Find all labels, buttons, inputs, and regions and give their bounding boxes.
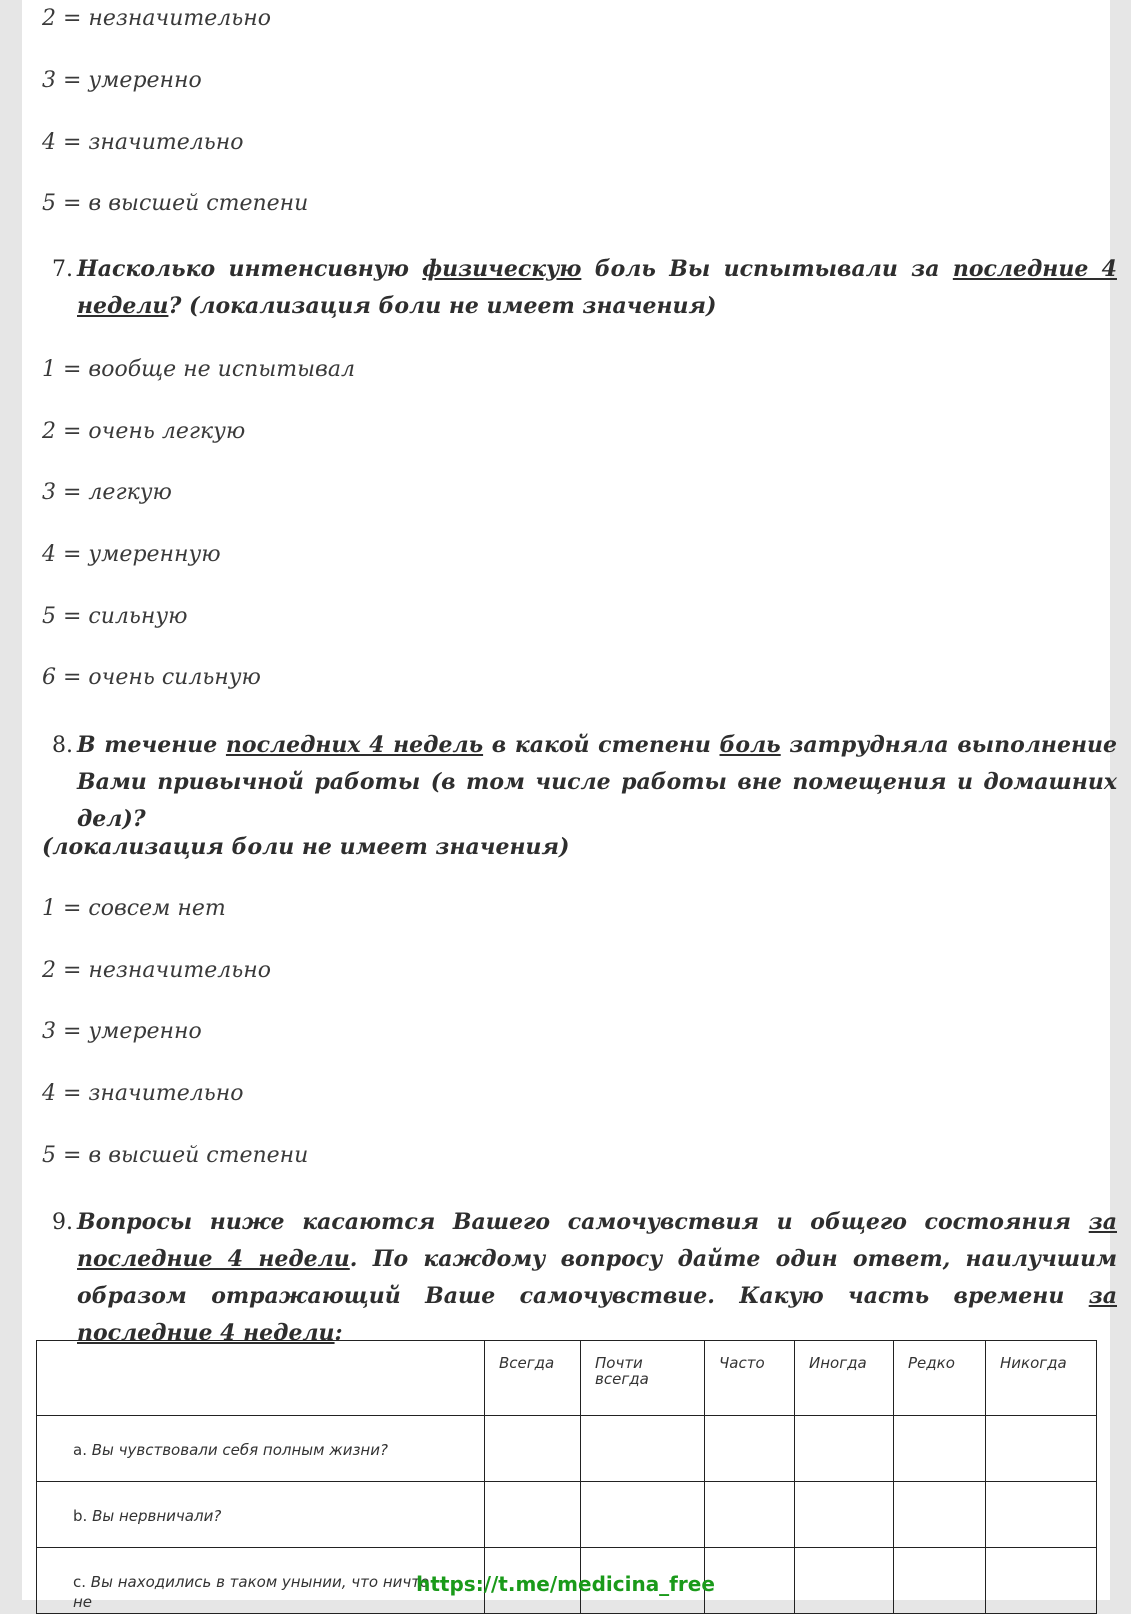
q8-option-5: 5 = в высшей степени: [42, 1143, 309, 1168]
question-8-note: (локализация боли не имеет значения): [42, 834, 570, 860]
question-8-text-1: В течение: [77, 732, 226, 758]
table-header-sometimes: Иногда: [795, 1341, 894, 1416]
row-text: Вы находились в таком унынии, что ничто не: [73, 1573, 430, 1611]
question-7-number: 7.: [52, 257, 73, 282]
q7-option-1: 1 = вообще не испытывал: [42, 357, 355, 382]
q7-option-3: 3 = легкую: [42, 480, 172, 505]
row-letter: a.: [73, 1441, 87, 1459]
q7-option-2: 2 = очень легкую: [42, 419, 246, 444]
question-9-underline-2: за последние 4 недели: [77, 1283, 1117, 1346]
answer-cell[interactable]: [986, 1416, 1097, 1482]
answer-cell[interactable]: [894, 1416, 986, 1482]
table-header-blank: [37, 1341, 485, 1416]
question-7-underline-2: последние 4 недели: [77, 256, 1117, 319]
answer-cell[interactable]: [705, 1416, 795, 1482]
table-header-row: [37, 1341, 1097, 1416]
watermark-link[interactable]: https://t.me/medicina_free: [416, 1572, 715, 1596]
document-page: [22, 0, 1117, 1611]
question-7-text-2: боль Вы испытывали за: [581, 256, 953, 282]
row-label: [37, 1416, 485, 1482]
question-9-text-1: Вопросы ниже касаются Вашего самочувствия и общего состояния: [77, 1209, 1089, 1235]
table-header-often: Часто: [705, 1341, 795, 1416]
q8-option-3: 3 = умеренно: [42, 1019, 202, 1044]
q6-option-3: 3 = умеренно: [42, 68, 202, 93]
question-7-underline-1: физическую: [422, 256, 582, 282]
table-header-rarely: Редко: [894, 1341, 986, 1416]
row-letter: c.: [73, 1573, 87, 1591]
q7-option-6: 6 = очень сильную: [42, 665, 261, 690]
q6-option-2: 2 = незначительно: [42, 6, 271, 31]
question-7: [52, 251, 1117, 325]
table-row: [37, 1482, 1097, 1548]
answer-cell[interactable]: [485, 1416, 581, 1482]
table-header-never: Никогда: [986, 1341, 1097, 1416]
question-8: [52, 727, 1117, 838]
question-8-text-2: в какой степени: [483, 732, 720, 758]
row-text: Вы нервничали?: [92, 1507, 222, 1525]
question-8-underline-2: боль: [719, 732, 781, 758]
table-header-almost-always: Почти всегда: [581, 1341, 705, 1416]
answer-cell[interactable]: [795, 1482, 894, 1548]
row-label: [37, 1482, 485, 1548]
question-7-text-3: ? (локализация боли не имеет значения): [168, 293, 717, 319]
table-row: [37, 1416, 1097, 1482]
question-9-text-3: :: [334, 1320, 343, 1346]
question-8-text-3: затрудняла выполнение Вами привычной работы (в том числе работы вне помещения и домашних дел)?: [77, 732, 1117, 832]
answer-cell[interactable]: [485, 1482, 581, 1548]
question-9-number: 9.: [52, 1210, 73, 1235]
question-8-number: 8.: [52, 733, 73, 758]
q8-option-1: 1 = совсем нет: [42, 896, 226, 921]
q8-option-2: 2 = незначительно: [42, 958, 271, 983]
question-7-text-1: Насколько интенсивную: [77, 256, 423, 282]
answer-cell[interactable]: [986, 1482, 1097, 1548]
question-9-text-2: . По каждому вопросу дайте один ответ, наилучшим образом отражающий Ваше самочувствие. Какую часть времени: [77, 1246, 1117, 1309]
answer-cell[interactable]: [705, 1482, 795, 1548]
q7-option-5: 5 = сильную: [42, 604, 188, 629]
answer-cell[interactable]: [795, 1416, 894, 1482]
table-header-always: Всегда: [485, 1341, 581, 1416]
answer-cell[interactable]: [581, 1416, 705, 1482]
q6-option-5: 5 = в высшей степени: [42, 191, 309, 216]
question-9-underline-1: за последние 4 недели: [77, 1209, 1117, 1272]
question-8-underline-1: последних 4 недель: [225, 732, 484, 758]
answer-cell[interactable]: [894, 1482, 986, 1548]
q7-option-4: 4 = умеренную: [42, 542, 221, 567]
row-letter: b.: [73, 1507, 88, 1525]
question-9: [52, 1204, 1117, 1352]
row-text: Вы чувствовали себя полным жизни?: [91, 1441, 388, 1459]
answer-cell[interactable]: [581, 1482, 705, 1548]
q6-option-4: 4 = значительно: [42, 130, 244, 155]
q8-option-4: 4 = значительно: [42, 1081, 244, 1106]
